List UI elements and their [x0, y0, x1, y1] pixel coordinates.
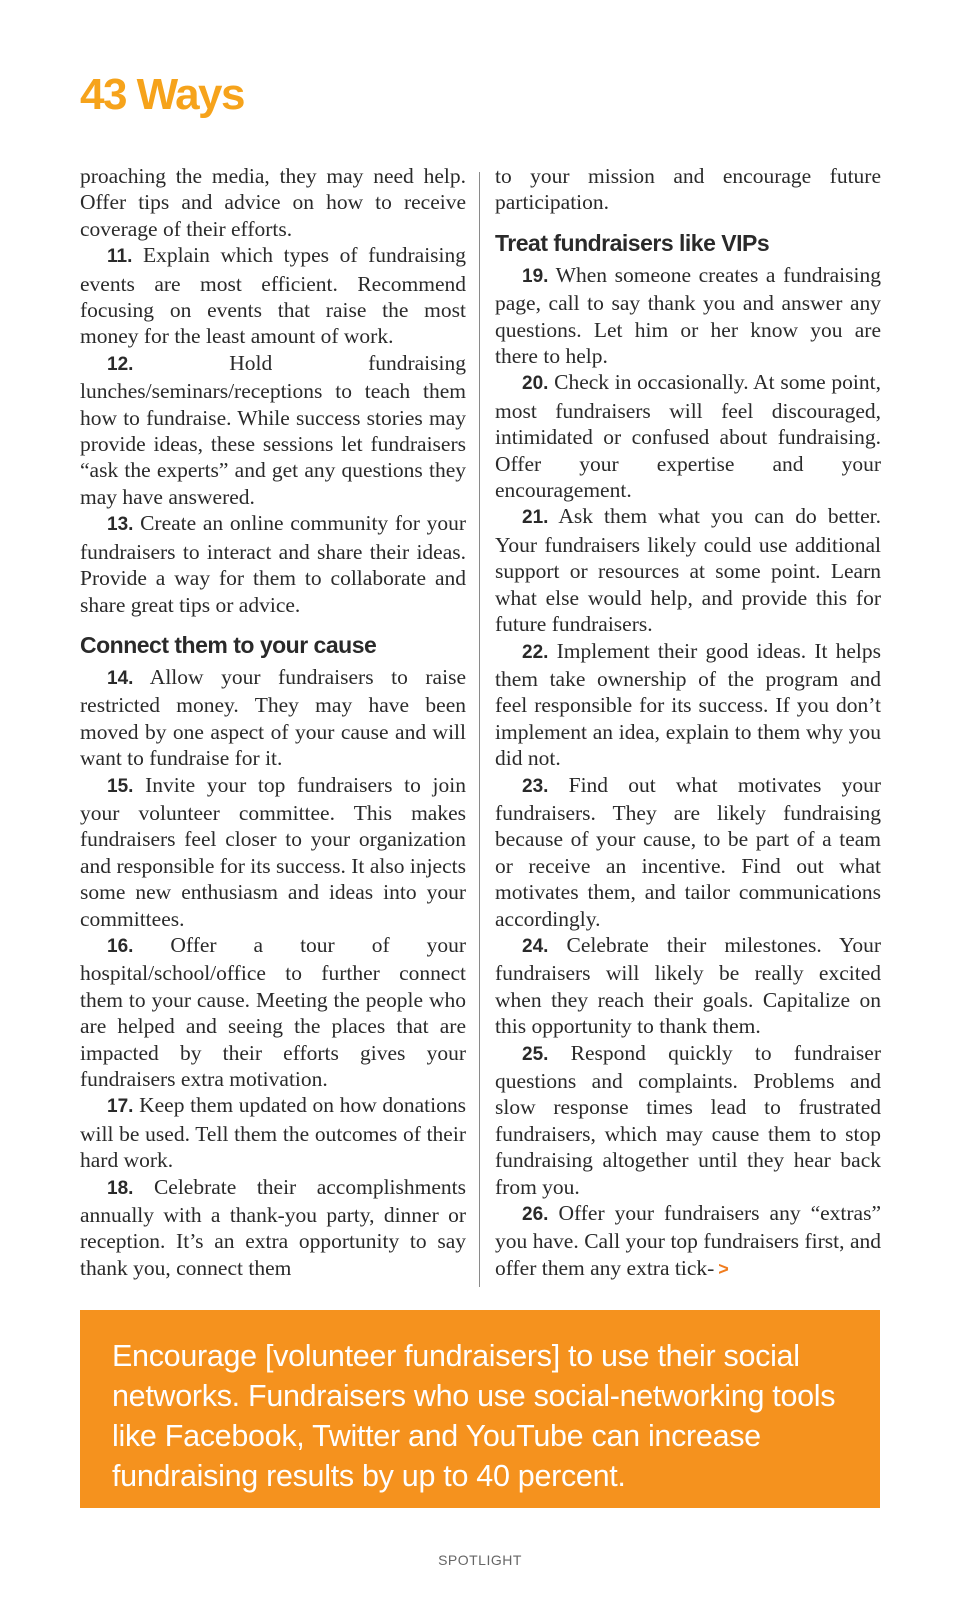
tip-number: 11.	[107, 246, 133, 268]
tip-number: 18.	[107, 1177, 134, 1199]
tip-number: 25.	[522, 1043, 549, 1065]
tip-24	[495, 932, 881, 1040]
tip-18	[80, 1174, 466, 1282]
tip-text: When someone creates a fundraising page, call to say thank you and answer any questions. Let him or her know you are there to help.	[495, 262, 881, 369]
tip-number: 19.	[522, 265, 549, 287]
tip-23	[495, 772, 881, 932]
tip-number: 12.	[107, 353, 134, 375]
column-divider	[479, 172, 480, 1287]
tip-number: 14.	[107, 667, 134, 689]
tip-number: 15.	[107, 775, 134, 797]
tip-text: Celebrate their milestones. Your fundraisers will likely be really excited when they reach their goals. Capitalize on this opportunity to thank them.	[495, 932, 882, 1039]
page-title: 43 Ways	[80, 70, 244, 119]
tip-19	[495, 262, 881, 370]
tip-21	[495, 503, 881, 637]
tip-text: Keep them updated on how donations will be used. Tell them the outcomes of their hard work.	[80, 1093, 466, 1173]
left-column	[80, 163, 466, 1281]
tip-number: 23.	[522, 775, 549, 797]
tip-number: 16.	[107, 935, 134, 957]
tip-text: Create an online community for your fundraisers to interact and share their ideas. Provide a way for them to collaborate and share great tips or advice.	[80, 511, 466, 617]
tip-number: 21.	[522, 507, 549, 529]
tip-17	[80, 1092, 466, 1173]
tip-20	[495, 369, 881, 503]
tip-text: Check in occasionally. At some point, most fundraisers will feel discouraged, intimidated or confused about fundraising. Offer your expertise and your encouragement.	[495, 370, 881, 503]
tip-14	[80, 664, 466, 772]
tip-text: Celebrate their accomplishments annually with a thank-you party, dinner or reception. It’s an extra opportunity to say thank you, connect them	[80, 1174, 466, 1280]
tip-text: Hold fundraising lunches/seminars/receptions to teach them how to fundraise. While success stories may provide ideas, these sessions let fundraisers “ask the experts” and get any questions they may have answered.	[80, 350, 466, 509]
tip-22	[495, 638, 881, 772]
pullquote-box	[80, 1310, 880, 1508]
tip-number: 26.	[522, 1204, 549, 1226]
section-heading-connect: Connect them to your cause	[80, 631, 377, 658]
tip-15	[80, 772, 466, 932]
tip-16	[80, 932, 466, 1092]
tip-number: 13.	[107, 514, 134, 536]
tip-13	[80, 510, 466, 618]
section-heading-vips: Treat fundraisers like VIPs	[495, 229, 770, 256]
left-intro-paragraph: proaching the media, they may need help. Offer tips and advice on how to receive coverage of their efforts.	[80, 164, 466, 241]
tip-text: Offer your fundraisers any “extras” you have. Call your top fundraisers first, and offer them any extra tick-	[495, 1201, 882, 1280]
tip-text: Allow your fundraisers to raise restricted money. They may have been moved by one aspect of your cause and will want to fundraise for it.	[80, 664, 466, 771]
tip-number: 20.	[522, 373, 549, 395]
tip-text: Implement their good ideas. It helps them take ownership of the program and feel responsible for its success. If you don’t implement an idea, explain to them why you did not.	[495, 638, 882, 771]
tip-number: 24.	[522, 935, 549, 957]
tip-text: Invite your top fundraisers to join your volunteer committee. This makes fundraisers feel closer to your organization and responsible for its success. It also injects some new enthusiasm and ideas into your committees.	[80, 772, 466, 931]
tip-text: Find out what motivates your fundraisers. They are likely fundraising because of your cause, to be part of a team or receive an incentive. Find out what motivates them, and tailor communications accordingly.	[495, 772, 882, 931]
tip-number: 22.	[522, 641, 549, 663]
tip-text: Respond quickly to fundraiser questions and complaints. Problems and slow response times lead to frustrated fundraisers, which may cause them to stop fundraising altogether until they hear back from you.	[495, 1040, 882, 1199]
right-intro-paragraph: to your mission and encourage future participation.	[495, 164, 881, 215]
tip-text: Ask them what you can do better. Your fundraisers likely could use additional support or resources at some point. Learn what else would help, and provide this for future fundraisers.	[495, 504, 881, 637]
tip-number: 17.	[107, 1096, 134, 1118]
tip-text: Explain which types of fundraising events are most efficient. Recommend focusing on events that raise the most money for the least amount of work.	[80, 243, 467, 349]
tip-26	[495, 1200, 881, 1282]
pullquote-text: Encourage [volunteer fundraisers] to use their social networks. Fundraisers who use social-networking tools like Facebook, Twitter and YouTube can increase fundraising results by up to 40 percent.	[112, 1339, 836, 1493]
right-column	[495, 163, 881, 1282]
tip-12	[80, 350, 466, 510]
tip-25	[495, 1040, 881, 1200]
tip-text: Offer a tour of your hospital/school/office to further connect them to your cause. Meeting the people who are helped and seeing the places that are impacted by their efforts gives your fundraisers extra motivation.	[80, 932, 466, 1091]
tip-11	[80, 242, 466, 350]
footer-section-label: SPOTLIGHT	[438, 1552, 522, 1568]
continue-arrow-icon: >	[718, 1258, 729, 1279]
